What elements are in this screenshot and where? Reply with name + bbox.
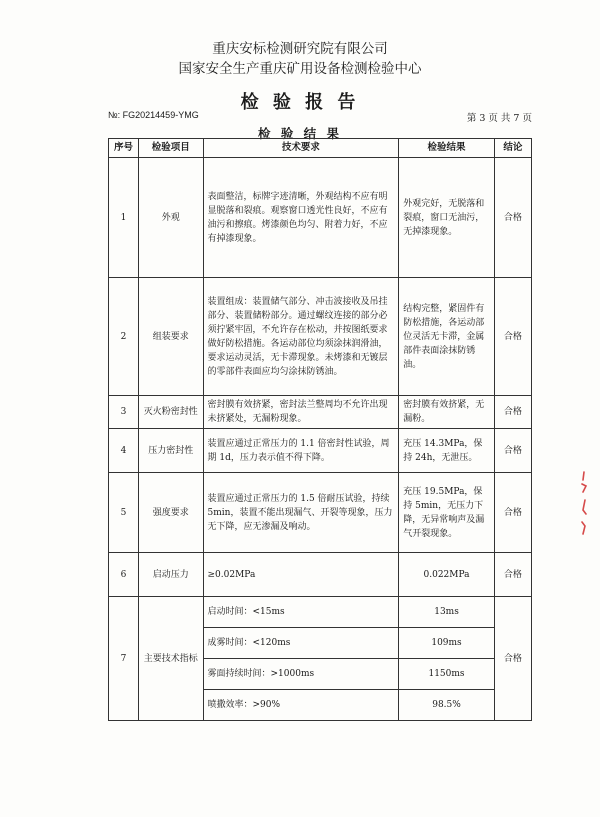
header-conclusion: 结论 <box>494 139 531 158</box>
stamp-fragment-icon <box>580 470 588 540</box>
cell-item: 启动压力 <box>138 553 203 597</box>
header-no: 序号 <box>109 139 139 158</box>
table-row <box>109 473 532 553</box>
header-requirement: 技术要求 <box>203 139 399 158</box>
cell-conclusion: 合格 <box>494 553 531 597</box>
cell-no: 5 <box>109 473 139 553</box>
cell-result: 充压 19.5MPa，保持 5min，无压力下降，无异常响声及漏气开裂现象。 <box>399 473 494 553</box>
cell-no: 1 <box>109 158 139 278</box>
cell-requirement: 雾面持续时间：>1000ms <box>203 659 399 690</box>
cell-no: 3 <box>109 396 139 429</box>
report-meta <box>108 110 532 124</box>
header-item: 检验项目 <box>138 139 203 158</box>
cell-result: 109ms <box>399 628 494 659</box>
cell-requirement: 密封膜有效挤紧，密封法兰整周均不允许出现未挤紧处，无漏粉现象。 <box>203 396 399 429</box>
cell-result: 0.022MPa <box>399 553 494 597</box>
cell-result: 密封膜有效挤紧，无漏粉。 <box>399 396 494 429</box>
cell-result: 结构完整，紧固件有防松措施，各运动部位灵活无卡滞，金属部件表面涂抹防锈油。 <box>399 278 494 396</box>
cell-item: 外观 <box>138 158 203 278</box>
cell-item: 强度要求 <box>138 473 203 553</box>
header-result: 检验结果 <box>399 139 494 158</box>
document-title: 检 验 报 告 <box>240 92 360 113</box>
cell-no: 6 <box>109 553 139 597</box>
cell-item: 压力密封性 <box>138 429 203 473</box>
cell-item: 灭火粉密封性 <box>138 396 203 429</box>
organization-name: 重庆安标检测研究院有限公司 <box>212 41 388 57</box>
table-row <box>109 553 532 597</box>
cell-result: 外观完好，无脱落和裂痕，窗口无油污，无掉漆现象。 <box>399 158 494 278</box>
table-header-row <box>109 139 532 158</box>
table-row <box>109 597 532 628</box>
table-row <box>109 429 532 473</box>
report-header <box>0 40 600 114</box>
cell-conclusion: 合格 <box>494 429 531 473</box>
section-title: 检 验 结 果 <box>257 126 343 141</box>
cell-requirement: 成雾时间：<120ms <box>203 628 399 659</box>
cell-requirement: 启动时间：<15ms <box>203 597 399 628</box>
table-row <box>109 278 532 396</box>
cell-requirement: 装置应通过正常压力的 1.5 倍耐压试验，持续 5min，装置不能出现漏气、开裂等现象，压力无下降，应无渗漏及响动。 <box>203 473 399 553</box>
cell-item: 主要技术指标 <box>138 597 203 721</box>
cell-requirement: 表面整洁，标牌字迹清晰，外观结构不应有明显脱落和裂痕。观察窗口透光性良好，不应有油污和擦痕。烤漆颜色均匀、附着力好，不应有掉漆现象。 <box>203 158 399 278</box>
page-indicator: 第 3 页 共 7 页 <box>466 113 532 124</box>
results-table <box>108 138 532 721</box>
cell-no: 2 <box>109 278 139 396</box>
table-row <box>109 396 532 429</box>
cell-requirement: 喷撒效率：>90% <box>203 690 399 721</box>
cell-conclusion: 合格 <box>494 396 531 429</box>
cell-item: 组装要求 <box>138 278 203 396</box>
cell-conclusion: 合格 <box>494 597 531 721</box>
cell-requirement: ≥0.02MPa <box>203 553 399 597</box>
cell-no: 7 <box>109 597 139 721</box>
cell-result: 1150ms <box>399 659 494 690</box>
cell-conclusion: 合格 <box>494 473 531 553</box>
cell-result: 充压 14.3MPa，保持 24h，无泄压。 <box>399 429 494 473</box>
organization-center-name: 国家安全生产重庆矿用设备检测检验中心 <box>178 61 422 77</box>
cell-conclusion: 合格 <box>494 278 531 396</box>
cell-result: 13ms <box>399 597 494 628</box>
cell-no: 4 <box>109 429 139 473</box>
cell-conclusion: 合格 <box>494 158 531 278</box>
table-row <box>109 158 532 278</box>
report-number: №: FG20214459-YMG <box>108 110 199 120</box>
cell-requirement: 装置应通过正常压力的 1.1 倍密封性试验，周期 1d，压力表示值不得下降。 <box>203 429 399 473</box>
cell-result: 98.5% <box>399 690 494 721</box>
cell-requirement: 装置组成：装置储气部分、冲击波接收及吊挂部分、装置储粉部分。通过螺纹连接的部分必须拧紧牢固，不允许存在松动，并按图纸要求做好防松措施。各运动部位均须涂抹润滑油，要求运动灵活，无卡滞现象。未烤漆和无镀层的零部件表面应均匀涂抹防锈油。 <box>203 278 399 396</box>
